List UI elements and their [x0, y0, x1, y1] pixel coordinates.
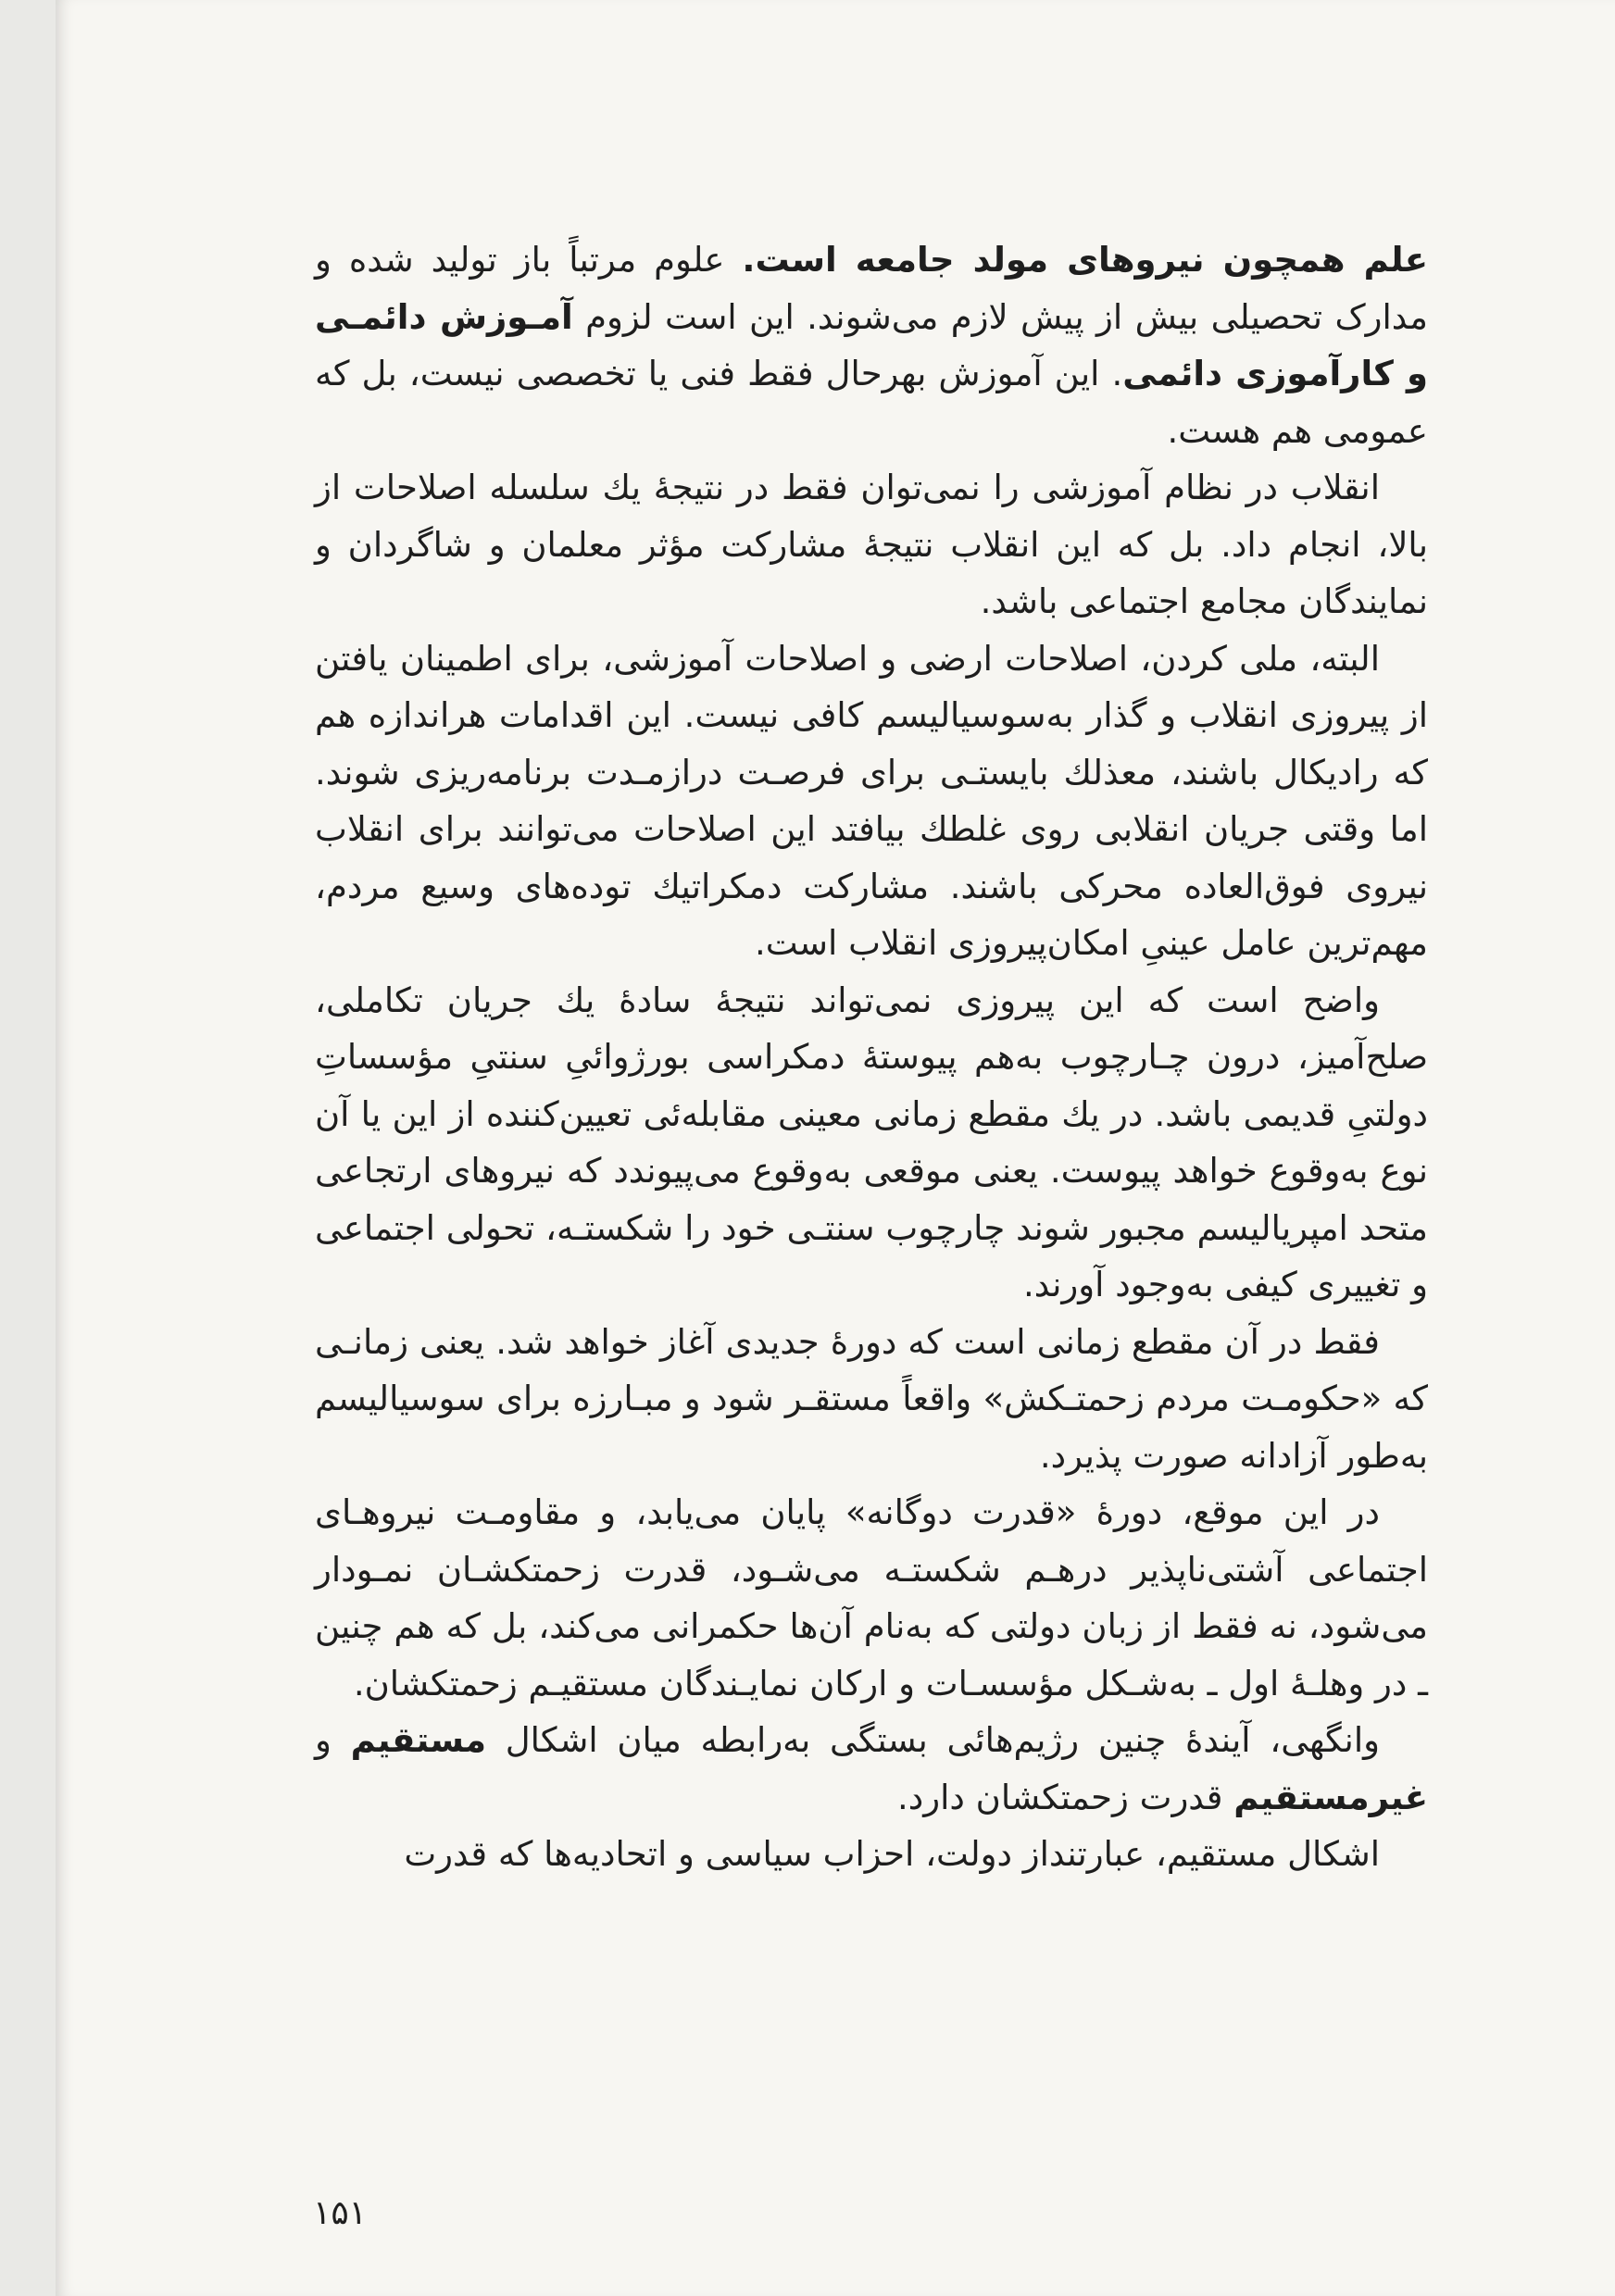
text-segment: واضح است که این پیروزی نمی‌تواند نتیجهٔ سادهٔ یك جریان تکاملی، صلح‌آمیز، درون چـارچوب به‌هم پیوستهٔ دمکراسی بورژوائیِ سنتیِ مؤسساتِ دولتیِ قدیمی باشد. در یك مقطع زمانی معینی مقابله‌ئی تعیین‌کننده از این یا آن نوع به‌وقوع خواهد پیوست. یعنی موقعی به‌وقوع می‌پیوندد که نیروهای ارتجاعی متحد امپریالیسم مجبور شوند چارچوب سنتـی خود را شکستـه، تحولی اجتماعی و تغییری کیفی به‌وجود آورند. — [315, 980, 1428, 1304]
text-segment: اشکال مستقیم، عبارتنداز دولت، احزاب سیاسی و اتحادیه‌ها که قدرت — [404, 1834, 1380, 1874]
text-segment: قدرت زحمتکشان دارد. — [897, 1777, 1234, 1817]
text-segment: انقلاب در نظام آموزشی را نمی‌توان فقط در نتیجهٔ یك سلسله اصلاحات از بالا، انجام داد. بل که این انقلاب نتیجهٔ مشارکت مؤثر معلمان و شاگردان و نمایندگان مجامع اجتماعی باشد. — [315, 468, 1428, 621]
paragraph — [315, 972, 1428, 1314]
paragraph — [315, 1314, 1428, 1485]
page-number: ۱۵۱ — [313, 2194, 368, 2232]
book-page — [56, 0, 1615, 2296]
bold-text-segment: مستقیم — [350, 1720, 487, 1760]
paragraph — [315, 1484, 1428, 1712]
text-segment: علوم مرتباً باز تولید شده و مدارک تحصیلی بیش از پیش لازم می‌شوند. این است لزوم — [315, 240, 1428, 337]
text-segment: . این آموزش بهرحال فقط فنی یا تخصصی نیست، بل که عمومی هم هست. — [315, 354, 1428, 451]
bold-text-segment: علم همچون نیروهای مولد جامعه است. — [742, 240, 1428, 280]
paragraph — [315, 231, 1428, 459]
paragraph — [315, 1826, 1428, 1883]
paragraph — [315, 459, 1428, 630]
text-segment: و — [315, 1720, 351, 1760]
text-segment: وانگهی، آیندهٔ چنین رژیم‌هائی بستگی به‌رابطه میان اشکال — [486, 1720, 1380, 1760]
bold-text-segment: غیرمستقیم — [1233, 1777, 1428, 1817]
paragraph — [315, 1712, 1428, 1826]
paragraph — [315, 630, 1428, 972]
text-segment: فقط در آن مقطع زمانی است که دورهٔ جدیدی آغاز خواهد شد. یعنی زمانـی که «حکومـت مردم زحمتـکش» واقعاً مستقـر شود و مبـارزه برای سوسیالیسم به‌طور آزادانه صورت پذیرد. — [315, 1321, 1428, 1476]
text-segment: البته، ملی کردن، اصلاحات ارضی و اصلاحات آموزشی، برای اطمینان یافتن از پیروزی انقلاب و گذار به‌سوسیالیسم کافی نیست. این اقدامات هراندازه هم که رادیکال باشند، معذلك بایستـی برای فرصـت درازمـدت برنامه‌ریزی شوند. اما وقتی جریان انقلابی روی غلطك بیافتد این اصلاحات می‌توانند برای انقلاب نیروی فوق‌العاده محرکی باشند. مشارکت دمکراتیك توده‌های وسیع مردم، مهم‌ترین عامل عینیِ امکان‌پیروزی انقلاب است. — [315, 638, 1428, 963]
text-segment: در این موقع، دورهٔ «قدرت دوگانه» پایان می‌یابد، و مقاومـت نیروهـای اجتماعی آشتی‌ناپذیر درهـم شکستـه می‌شـود، قدرت زحمتکشـان نمـودار می‌شود، نه فقط از زبان دولتی که به‌نام آن‌ها حکمرانی می‌کند، بل که هم چنین ـ در وهلـهٔ اول ـ به‌شـکل مؤسسـات و ارکان نمایـندگان مستقیـم زحمتکشان. — [315, 1492, 1428, 1703]
body-text — [315, 231, 1428, 1883]
bold-text-segment: آمـوزش دائمـی و کارآموزی دائمی — [315, 296, 1429, 393]
